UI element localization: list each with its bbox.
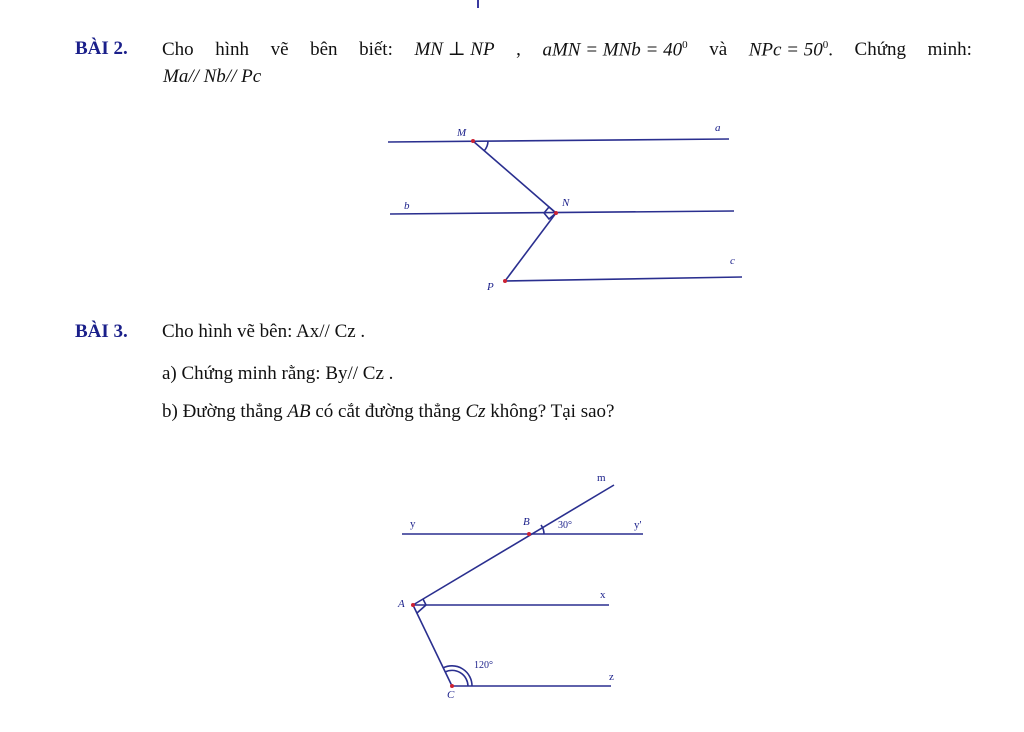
line-b bbox=[390, 211, 734, 214]
label-angle-120: 120° bbox=[474, 660, 493, 671]
exercise-3-question-b: b) Đường thẳng AB có cắt đường thẳng Cz không? Tại sao? bbox=[162, 401, 615, 422]
condition-perpendicular: MN ⊥ NP bbox=[414, 39, 495, 60]
labels-exercise-3 bbox=[397, 472, 642, 701]
exercise-3-given: Cho hình vẽ bên: Ax// Cz . bbox=[162, 321, 366, 342]
label-c: c bbox=[730, 255, 735, 267]
segment-NP bbox=[505, 213, 556, 281]
segment-AC bbox=[413, 605, 452, 686]
word-and: và bbox=[709, 39, 728, 60]
point-P bbox=[503, 279, 507, 283]
label-z: z bbox=[609, 671, 614, 683]
label-a: a bbox=[715, 122, 721, 134]
word: Chứng bbox=[854, 39, 907, 60]
labels-exercise-2 bbox=[404, 122, 735, 293]
word: bên bbox=[310, 39, 338, 60]
word: Cho bbox=[162, 39, 194, 60]
comma: , bbox=[516, 39, 521, 60]
label-angle-30: 30° bbox=[558, 520, 572, 531]
condition-angles-40: aMN = MNb = $40^0$ bbox=[542, 38, 688, 60]
label-y: y bbox=[410, 518, 416, 530]
label-y-prime: y' bbox=[634, 519, 642, 531]
line-a bbox=[388, 139, 729, 142]
label-b: b bbox=[404, 200, 410, 212]
exercise-3-question-a: a) Chứng minh rằng: By// Cz . bbox=[162, 363, 394, 384]
point-B bbox=[527, 532, 531, 536]
figure-exercise-2 bbox=[388, 139, 742, 281]
label-M: M bbox=[457, 127, 467, 139]
exercise-3-label: BÀI 3. bbox=[75, 321, 128, 342]
point-N bbox=[554, 211, 558, 215]
label-x: x bbox=[600, 589, 606, 601]
point-A bbox=[411, 603, 415, 607]
word: hình bbox=[215, 39, 250, 60]
label-P: P bbox=[487, 281, 494, 293]
label-N: N bbox=[562, 197, 570, 209]
word: minh: bbox=[927, 39, 972, 60]
line-c bbox=[505, 277, 742, 281]
point-M bbox=[471, 139, 475, 143]
angle-mark-M bbox=[484, 141, 488, 151]
label-A: A bbox=[398, 598, 405, 610]
exercise-2-label: BÀI 2. bbox=[75, 38, 128, 59]
word: biết: bbox=[359, 39, 393, 60]
exercise-2-prove: Ma// Nb// Pc bbox=[163, 66, 262, 87]
condition-angle-50: NPc = $50^0$. bbox=[748, 38, 833, 60]
label-C: C bbox=[447, 689, 455, 701]
word: vẽ bbox=[270, 39, 289, 60]
vertices-exercise-3 bbox=[411, 532, 531, 688]
ray-Am bbox=[413, 485, 614, 605]
segment-MN bbox=[473, 141, 556, 213]
label-B: B bbox=[523, 516, 530, 528]
point-C bbox=[450, 684, 454, 688]
label-m: m bbox=[597, 472, 606, 484]
